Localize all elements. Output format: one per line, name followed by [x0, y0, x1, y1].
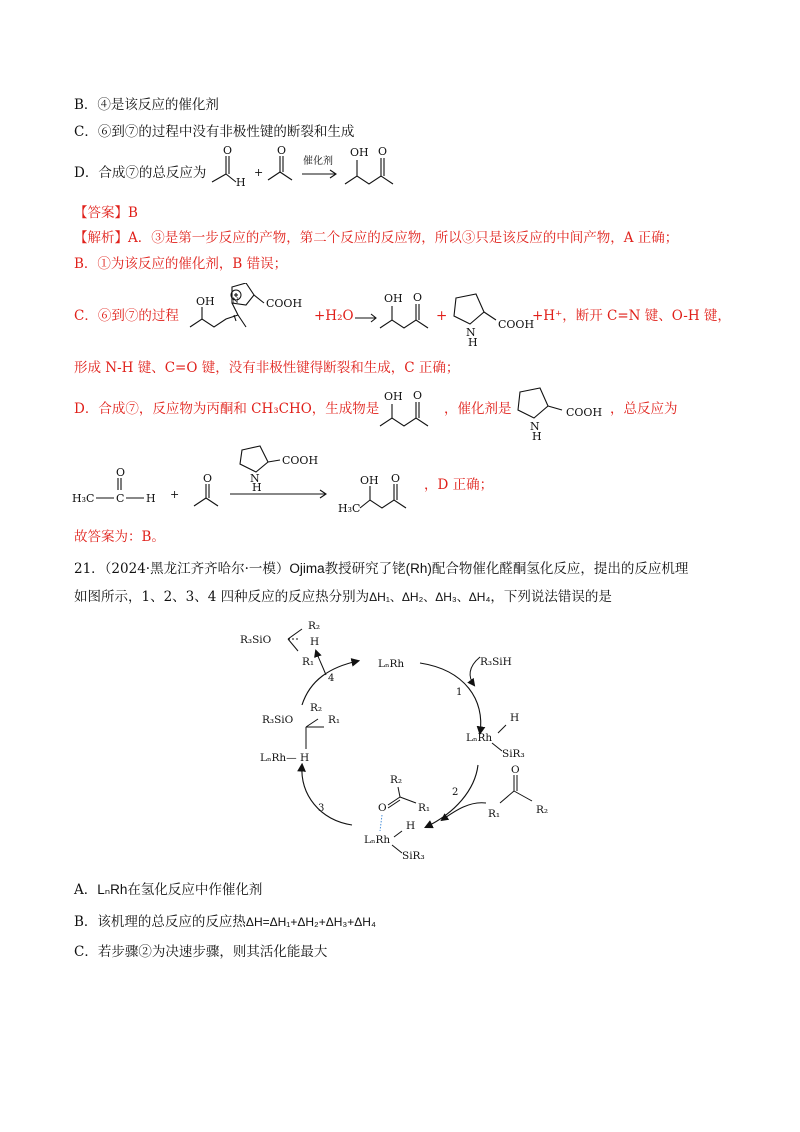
q21-dh: ΔH₁、ΔH₂、ΔH₃、ΔH₄	[369, 590, 491, 604]
analysis-a: 【解析】A．③是第一步反应的产物，第二个反应的反应物，所以③只是该反应的中间产物，A 正确；	[74, 230, 679, 246]
cooh-label: COOH	[266, 297, 303, 310]
svg-text:N: N	[250, 472, 260, 485]
svg-text:COOH: COOH	[566, 406, 603, 419]
svg-text:O: O	[378, 145, 388, 158]
svg-text:O: O	[391, 472, 401, 485]
svg-text:LₙRh: LₙRh	[466, 732, 493, 744]
proline-d	[510, 386, 610, 440]
svg-text:SiR₃: SiR₃	[402, 850, 425, 862]
plus-sign: +	[254, 166, 264, 179]
analysis-d-end: ，D 正确；	[424, 477, 494, 493]
analysis-b: B．①为该反应的催化剂，B 错误；	[74, 256, 288, 272]
svg-text:R₂: R₂	[390, 774, 403, 786]
h-label: H	[236, 176, 246, 189]
q21-option-c: C．若步骤②为决速步骤，则其活化能最大	[74, 944, 328, 960]
proline-c	[446, 290, 546, 346]
analysis-c-tail: +H⁺，断开 C=N 键、O-H 键，	[532, 308, 731, 324]
svg-text:H: H	[468, 336, 478, 346]
svg-text:R₃SiO: R₃SiO	[262, 714, 294, 726]
svg-text:O: O	[116, 466, 126, 479]
svg-text:COOH: COOH	[498, 318, 535, 331]
analysis-d-tail: ，总反应为	[610, 401, 678, 417]
svg-text:4: 4	[328, 673, 335, 684]
svg-text:COOH: COOH	[282, 454, 319, 467]
svg-text:N: N	[530, 420, 540, 433]
svg-text:OH: OH	[360, 474, 379, 487]
svg-text:LₙRh: LₙRh	[364, 834, 391, 846]
answer-line: 【答案】B	[74, 205, 138, 221]
analysis-d-head: D．合成⑦，反应物为丙酮和 CH₃CHO，生成物是	[74, 401, 380, 417]
catalyst-label: 催化剂	[303, 156, 333, 167]
q21-option-a: A．LₙRh在氢化反应中作催化剂	[74, 882, 263, 898]
svg-text:O: O	[378, 802, 387, 814]
svg-text:OH: OH	[384, 292, 403, 305]
lnrh-top: LₙRh	[378, 658, 405, 670]
svg-text:N: N	[232, 296, 239, 305]
svg-text:OH: OH	[350, 146, 369, 159]
svg-text:H₃C: H₃C	[72, 492, 95, 505]
svg-text:C: C	[116, 492, 125, 505]
dh-formula: ΔH=ΔH₁+ΔH₂+ΔH₃+ΔH₄	[245, 915, 376, 929]
svg-text:H: H	[510, 712, 520, 724]
final-answer: 故答案为：B。	[74, 529, 165, 545]
svg-text:H: H	[146, 492, 156, 505]
prev-option-c: C．⑥到⑦的过程中没有非极性键的断裂和生成	[74, 124, 355, 140]
svg-text:R₁: R₁	[488, 808, 501, 820]
svg-text:3: 3	[318, 803, 325, 814]
svg-text:H: H	[532, 430, 542, 440]
prev-option-d: D．合成⑦的总反应为	[74, 165, 207, 181]
analysis-c-h2o: +H₂O	[314, 308, 354, 324]
q21-ojima: Ojima	[289, 561, 325, 576]
svg-text:OH: OH	[196, 295, 215, 308]
svg-text:H: H	[252, 481, 262, 494]
svg-text:R₃SiO: R₃SiO	[240, 634, 272, 646]
catalytic-cycle-diagram	[230, 615, 570, 865]
analysis-d-mid: ，催化剂是	[444, 401, 512, 417]
aldol-product-d	[376, 386, 446, 434]
plus-c: +	[436, 308, 448, 324]
svg-text:H: H	[406, 820, 416, 832]
svg-text:O: O	[413, 389, 423, 402]
svg-text:H₃C: H₃C	[338, 502, 361, 515]
o-label: O	[223, 144, 233, 157]
svg-text:OH: OH	[384, 390, 403, 403]
analysis-c-head: C．⑥到⑦的过程	[74, 308, 179, 324]
svg-text:O: O	[277, 144, 287, 157]
prev-option-b: B．④是该反应的催化剂	[74, 97, 219, 113]
q21-rh: (Rh)	[405, 561, 432, 576]
svg-text:2: 2	[452, 787, 459, 798]
svg-text:R₃SiH: R₃SiH	[480, 656, 512, 668]
svg-text:R₂: R₂	[308, 620, 321, 632]
svg-text:SiR₃: SiR₃	[502, 748, 525, 760]
svg-text:1: 1	[456, 687, 463, 698]
svg-text:R₁: R₁	[328, 714, 341, 726]
svg-text:LₙRh— H: LₙRh— H	[260, 752, 310, 764]
q21-line2: 如图所示，1、2、3、4 四种反应的反应热分别为ΔH₁、ΔH₂、ΔH₃、ΔH₄，下列说法错误的是	[74, 589, 612, 605]
svg-text:R₁: R₁	[418, 802, 431, 814]
iminium-structure	[182, 283, 312, 341]
q21-line1: 21．（2024·黑龙江齐齐哈尔·一模）Ojima教授研究了铑(Rh)配合物催化醛酮氢化反应，提出的反应机理	[74, 561, 689, 577]
svg-text:+: +	[170, 488, 180, 501]
svg-text:O: O	[511, 764, 520, 776]
svg-text:R₂: R₂	[310, 702, 323, 714]
prev-d-reaction-scheme	[210, 142, 430, 194]
q21-option-b: B．该机理的总反应的反应热ΔH=ΔH₁+ΔH₂+ΔH₃+ΔH₄	[74, 914, 376, 930]
lnrh-formula: LₙRh	[97, 882, 128, 897]
svg-text:O: O	[203, 472, 213, 485]
svg-text:R₁: R₁	[302, 656, 315, 668]
q21-source: 21．（2024·黑龙江齐齐哈尔·一模）	[74, 561, 290, 577]
analysis-c-line2: 形成 N-H 键、C=O 键，没有非极性键得断裂和生成，C 正确；	[74, 360, 460, 376]
svg-text:H: H	[310, 636, 320, 648]
svg-text:R₂: R₂	[536, 804, 549, 816]
svg-text:O: O	[413, 291, 423, 304]
svg-text:N: N	[466, 326, 476, 339]
